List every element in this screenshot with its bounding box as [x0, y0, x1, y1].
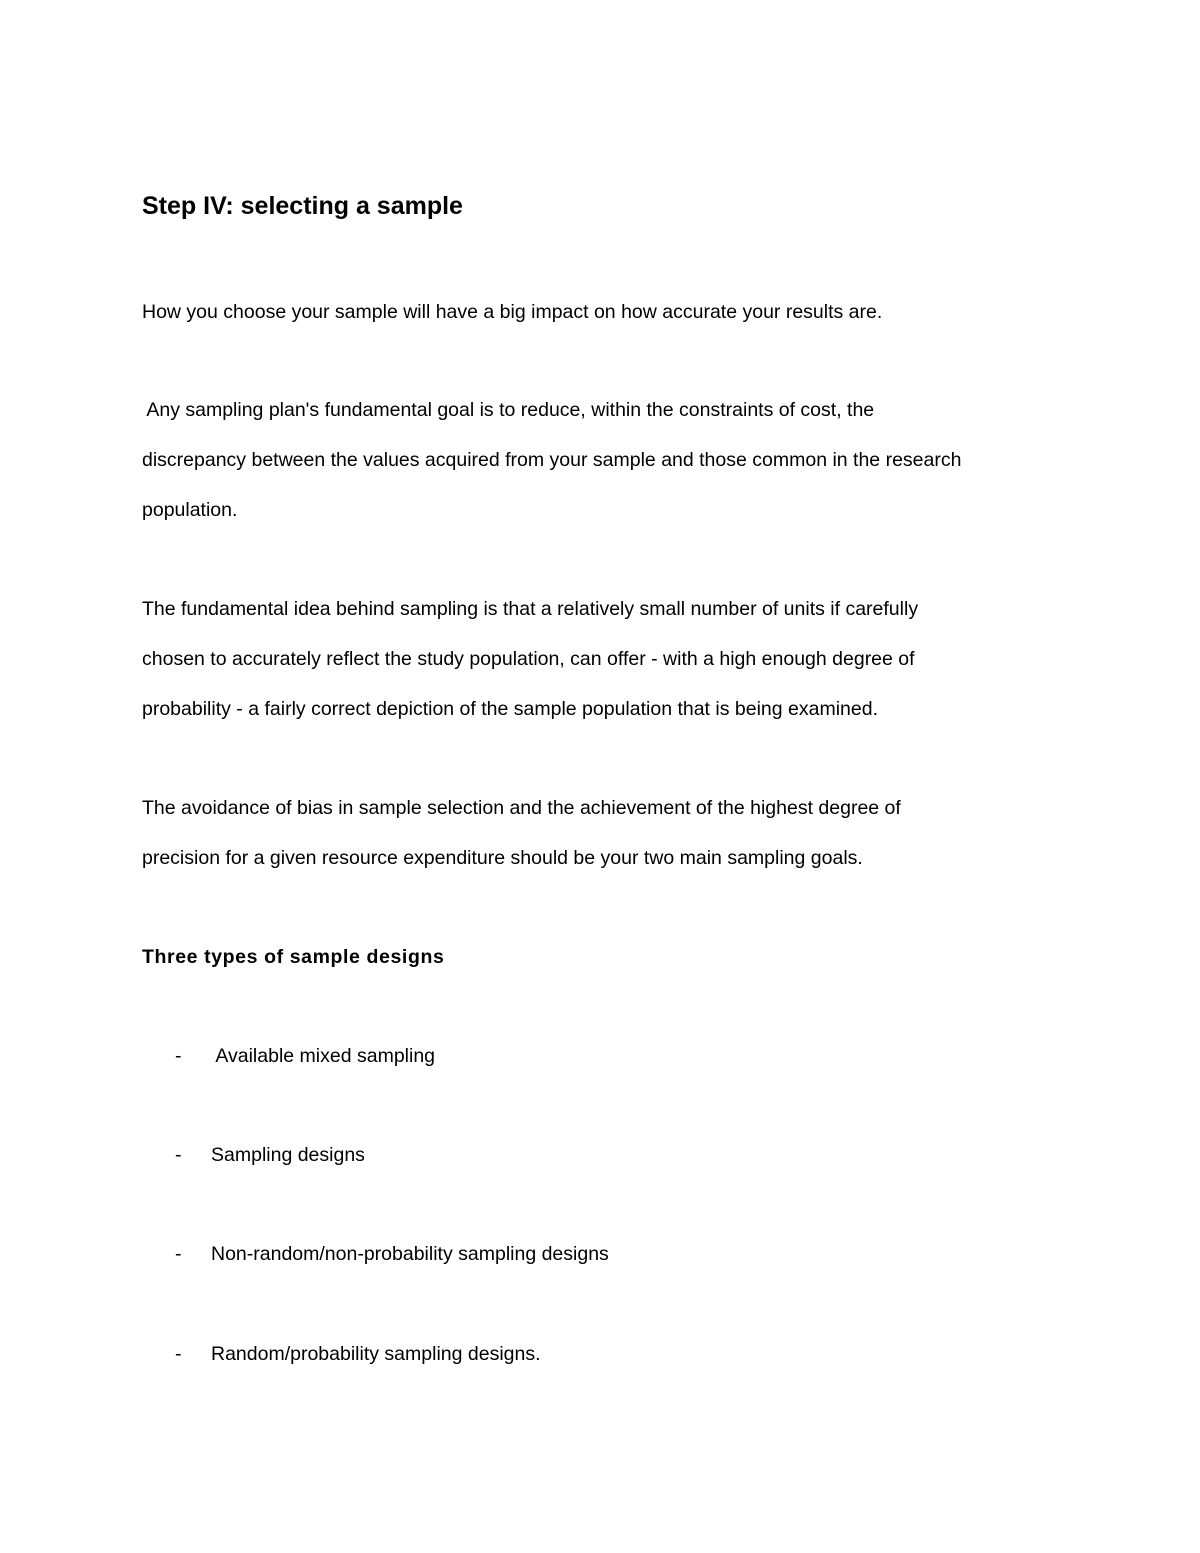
paragraph-line: chosen to accurately reflect the study population, can offer - with a high enough degree of [142, 648, 915, 670]
list-item [0, 1237, 900, 1271]
list-item-text: Sampling designs [211, 1144, 365, 1166]
paragraph-line: How you choose your sample will have a big impact on how accurate your results are. [142, 301, 883, 323]
paragraph-line: The fundamental idea behind sampling is that a relatively small number of units if carefully [142, 598, 919, 620]
document-heading: Step IV: selecting a sample [142, 192, 463, 220]
paragraph-line: Any sampling plan's fundamental goal is to reduce, within the constraints of cost, the [142, 399, 875, 421]
paragraph-line: discrepancy between the values acquired from your sample and those common in the research [142, 449, 962, 471]
list-item-text: Available mixed sampling [211, 1045, 436, 1067]
list-bullet: - [175, 1144, 182, 1166]
list-item [0, 1039, 900, 1073]
paragraph-sampling-goal [142, 385, 1062, 535]
list-item-text: Random/probability sampling designs. [211, 1343, 541, 1365]
paragraph-line: population. [142, 499, 238, 521]
list-item [0, 1337, 900, 1371]
list-bullet: - [175, 1243, 182, 1265]
list-bullet: - [175, 1045, 182, 1067]
list-item [0, 1138, 900, 1172]
paragraph-line: precision for a given resource expenditure should be your two main sampling goals. [142, 847, 863, 869]
list-item-text: Non-random/non-probability sampling designs [211, 1243, 609, 1265]
paragraph-intro [142, 287, 1062, 337]
paragraph-sampling-idea [142, 584, 1062, 734]
paragraph-line: The avoidance of bias in sample selection and the achievement of the highest degree of [142, 797, 901, 819]
list-bullet: - [175, 1343, 182, 1365]
paragraph-sampling-goals [142, 783, 1062, 883]
list-subheading: Three types of sample designs [142, 946, 445, 968]
paragraph-line: probability - a fairly correct depiction of the sample population that is being examined. [142, 698, 878, 720]
